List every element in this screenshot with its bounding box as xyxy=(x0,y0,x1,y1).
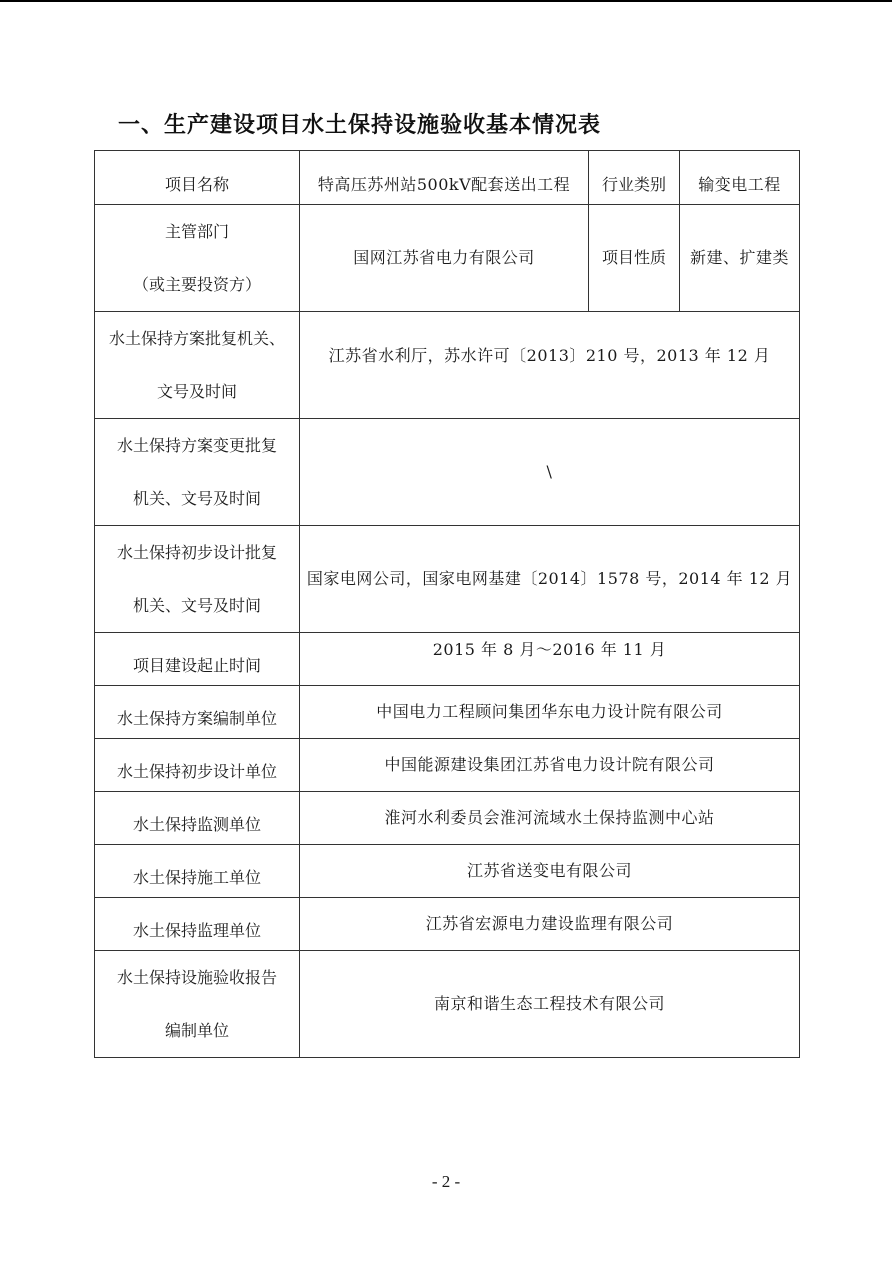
table-row-design-unit xyxy=(95,739,800,792)
plan-approval-label-line1: 水土保持方案批复机关、 xyxy=(108,329,285,348)
construction-period-value: 2015 年 8 月～2016 年 11 月 xyxy=(300,633,800,686)
prelim-design-label-line2: 机关、文号及时间 xyxy=(132,596,261,615)
plan-change-value: \ xyxy=(300,419,800,526)
page-title: 一、生产建设项目水土保持设施验收基本情况表 xyxy=(118,113,602,138)
prelim-design-label-line1: 水土保持初步设计批复 xyxy=(116,543,277,562)
plan-change-label-line1: 水土保持方案变更批复 xyxy=(116,436,277,455)
industry-category-label: 行业类别 xyxy=(589,151,680,205)
monitoring-value: 淮河水利委员会淮河流域水土保持监测中心站 xyxy=(300,792,800,845)
table-row-report xyxy=(95,951,800,1058)
report-label xyxy=(95,951,300,1058)
project-name-label: 项目名称 xyxy=(95,151,300,205)
supervision-value: 江苏省宏源电力建设监理有限公司 xyxy=(300,898,800,951)
table-row-supervision xyxy=(95,898,800,951)
page-number: - 2 - xyxy=(431,1172,461,1191)
monitoring-label: 水土保持监测单位 xyxy=(95,792,300,845)
project-name-value: 特高压苏州站500kV配套送出工程 xyxy=(300,151,589,205)
plan-approval-label-line2: 文号及时间 xyxy=(156,382,237,401)
table-row-monitoring xyxy=(95,792,800,845)
table-row-plan-change xyxy=(95,419,800,526)
project-nature-label: 项目性质 xyxy=(589,205,680,312)
table-row-construction-period xyxy=(95,633,800,686)
table-row-construction xyxy=(95,845,800,898)
plan-compiler-label: 水土保持方案编制单位 xyxy=(95,686,300,739)
plan-change-label-line2: 机关、文号及时间 xyxy=(132,489,261,508)
prelim-design-label xyxy=(95,526,300,633)
plan-approval-label xyxy=(95,312,300,419)
design-unit-label: 水土保持初步设计单位 xyxy=(95,739,300,792)
industry-category-value: 输变电工程 xyxy=(680,151,800,205)
table-row-plan-compiler xyxy=(95,686,800,739)
table-row-project-name xyxy=(95,151,800,205)
table-row-plan-approval xyxy=(95,312,800,419)
supervision-label: 水土保持监理单位 xyxy=(95,898,300,951)
acceptance-info-table xyxy=(94,150,800,1058)
authority-label xyxy=(95,205,300,312)
page-top-border xyxy=(0,0,892,2)
design-unit-value: 中国能源建设集团江苏省电力设计院有限公司 xyxy=(300,739,800,792)
construction-period-label: 项目建设起止时间 xyxy=(95,633,300,686)
prelim-design-value: 国家电网公司，国家电网基建〔2014〕1578 号，2014 年 12 月 xyxy=(300,526,800,633)
authority-value: 国网江苏省电力有限公司 xyxy=(300,205,589,312)
table-row-prelim-design xyxy=(95,526,800,633)
authority-label-line2: （或主要投资方） xyxy=(132,275,261,294)
report-value: 南京和谐生态工程技术有限公司 xyxy=(300,951,800,1058)
authority-label-line1: 主管部门 xyxy=(164,222,229,241)
report-label-line2: 编制单位 xyxy=(164,1021,229,1040)
project-nature-value: 新建、扩建类 xyxy=(680,205,800,312)
plan-approval-value: 江苏省水利厅，苏水许可〔2013〕210 号，2013 年 12 月 xyxy=(300,312,800,419)
report-label-line1: 水土保持设施验收报告 xyxy=(116,968,277,987)
plan-compiler-value: 中国电力工程顾问集团华东电力设计院有限公司 xyxy=(300,686,800,739)
construction-value: 江苏省送变电有限公司 xyxy=(300,845,800,898)
table-row-authority xyxy=(95,205,800,312)
construction-label: 水土保持施工单位 xyxy=(95,845,300,898)
plan-change-label xyxy=(95,419,300,526)
